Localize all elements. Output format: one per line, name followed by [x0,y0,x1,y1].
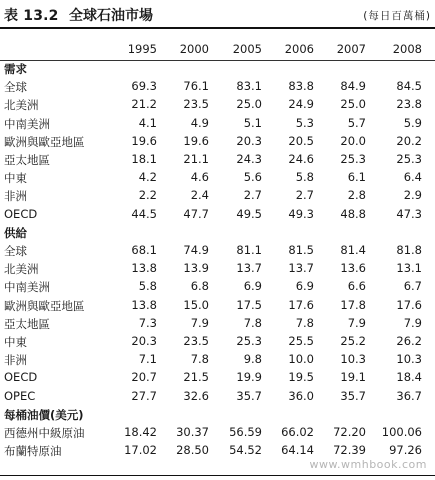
table-cell: 4.9 [190,115,209,130]
table-cell: 5.1 [243,115,262,130]
table-cell: 54.52 [229,443,262,458]
table-cell: 7.8 [243,315,262,330]
table-cell: 23.5 [183,97,209,112]
table-cell: 7.9 [190,315,209,330]
table-cell: 2.7 [295,188,314,203]
table-cell: 72.20 [333,425,366,439]
table-cell: 47.7 [183,206,209,221]
table-cell: 17.6 [288,297,314,312]
section-heading-row [0,407,435,425]
table-cell: 83.1 [236,79,262,94]
table-row [0,298,435,316]
section-title: 供給 [4,225,27,240]
table-cell: 97.26 [389,443,422,458]
table-cell: 13.7 [288,261,314,276]
table-cell: 4.1 [138,115,157,130]
table-cell: 17.8 [340,297,366,312]
row-label: OECD [4,370,38,385]
table-cell: 6.7 [403,279,422,294]
table-cell: 32.6 [183,388,209,403]
row-label: 全球 [4,244,27,258]
table-cell: 24.9 [288,97,314,112]
table-cell: 19.6 [183,133,209,148]
year-header-3: 2006 [284,42,314,56]
table-cell: 13.8 [131,261,157,276]
table-cell: 84.9 [340,79,366,94]
row-label: 北美洲 [4,98,39,113]
row-label: 全球 [4,80,27,95]
table-cell: 25.3 [236,334,262,348]
section-title: 需求 [4,62,27,76]
table-cell: 21.5 [183,370,209,385]
table-cell: 81.5 [288,243,314,257]
table-cell: 26.2 [396,334,422,348]
table-row [0,134,435,152]
table-cell: 6.8 [190,279,209,294]
table-cell: 7.8 [190,352,209,367]
table-cell: 49.5 [236,206,262,221]
table-cell: 10.3 [396,352,422,367]
table-cell: 5.7 [347,115,366,130]
table-number: 表 13.2 [4,8,59,24]
table-cell: 4.6 [190,170,209,185]
row-label: 亞太地區 [4,153,50,167]
table-cell: 25.5 [288,334,314,348]
year-header-4: 2007 [336,42,366,56]
table-cell: 25.0 [340,97,366,112]
watermark-text: www.wmhbook.com [309,458,427,471]
table-cell: 20.3 [131,334,157,348]
table-row [0,352,435,370]
table-cell: 2.9 [403,188,422,203]
table-cell: 56.59 [229,425,262,439]
table-row [0,188,435,206]
year-header-row [0,42,435,58]
table-cell: 6.4 [403,170,422,185]
row-label: 中東 [4,335,27,349]
table-row [0,116,435,134]
table-cell: 44.5 [131,206,157,221]
table-cell: 20.5 [288,133,314,148]
table-cell: 5.3 [295,115,314,130]
table-cell: 21.1 [183,152,209,166]
table-cell: 13.6 [340,261,366,276]
table-row [0,152,435,170]
section-heading-row [0,225,435,243]
table-cell: 20.2 [396,133,422,148]
table-row [0,243,435,261]
table-cell: 19.9 [236,370,262,385]
row-label: 亞太地區 [4,316,50,331]
year-header-1: 2000 [179,42,209,56]
table-cell: 5.6 [243,170,262,185]
table-row [0,370,435,388]
table-row [0,207,435,225]
table-cell: 25.3 [396,152,422,166]
table-cell: 17.02 [124,443,157,458]
table-cell: 5.9 [403,115,422,130]
table-cell: 7.1 [138,352,157,367]
table-cell: 64.14 [281,443,314,458]
table-row [0,334,435,352]
table-cell: 25.2 [340,334,366,348]
table-cell: 10.0 [288,352,314,367]
row-label: 中南美洲 [4,116,50,131]
table-cell: 19.6 [131,133,157,148]
table-cell: 81.4 [340,243,366,257]
row-label: 中東 [4,171,27,186]
table-cell: 18.1 [131,152,157,166]
table-cell: 72.39 [333,443,366,458]
table-cell: 7.8 [295,315,314,330]
table-cell: 36.0 [288,388,314,403]
table-cell: 66.02 [281,425,314,439]
table-cell: 49.3 [288,206,314,221]
table-cell: 30.37 [176,425,209,439]
table-cell: 25.3 [340,152,366,166]
table-cell: 5.8 [138,279,157,294]
row-label: 非洲 [4,189,27,204]
row-label: OPEC [4,388,36,403]
year-header-0: 1995 [127,42,157,56]
table-cell: 47.3 [396,206,422,221]
table-cell: 4.2 [138,170,157,185]
table-cell: 24.6 [288,152,314,166]
table-cell: 2.4 [190,188,209,203]
row-label: 北美洲 [4,262,39,277]
table-cell: 25.0 [236,97,262,112]
table-header [0,0,435,29]
section-title: 每桶油價(美元) [4,407,84,422]
table-row [0,170,435,188]
table-cell: 7.3 [138,315,157,330]
table-cell: 7.9 [403,315,422,330]
year-header-2: 2005 [232,42,262,56]
table-row [0,316,435,334]
table-cell: 5.8 [295,170,314,185]
table-cell: 35.7 [236,388,262,403]
table-cell: 13.9 [183,261,209,276]
table-cell: 23.5 [183,334,209,348]
table-cell: 48.8 [340,206,366,221]
table-cell: 74.9 [183,243,209,257]
table-cell: 23.8 [396,97,422,112]
table-cell: 19.1 [340,370,366,385]
table-cell: 35.7 [340,388,366,403]
table-cell: 2.8 [347,188,366,203]
row-label: 非洲 [4,353,27,368]
table-cell: 15.0 [183,297,209,312]
table-title: 全球石油市場 [69,8,153,24]
table-cell: 6.6 [347,279,366,294]
table-cell: 17.5 [236,297,262,312]
table-cell: 84.5 [396,79,422,94]
table-cell: 13.8 [131,297,157,312]
table-row [0,261,435,279]
table-cell: 13.7 [236,261,262,276]
table-row [0,279,435,297]
table-cell: 81.1 [236,243,262,257]
section-heading-row [0,61,435,79]
table-cell: 20.7 [131,370,157,385]
table-cell: 68.1 [131,243,157,257]
row-label: 中南美洲 [4,280,50,295]
table-cell: 81.8 [396,243,422,257]
row-label: 布蘭特原油 [4,444,62,459]
table-cell: 27.7 [131,388,157,403]
table-cell: 20.3 [236,133,262,148]
table-cell: 28.50 [176,443,209,458]
table-row [0,97,435,115]
table-cell: 36.7 [396,388,422,403]
table-cell: 24.3 [236,152,262,166]
table-cell: 6.9 [295,279,314,294]
table-cell: 76.1 [183,79,209,94]
row-label: 歐洲與歐亞地區 [4,134,85,149]
row-label: 西德州中級原油 [4,426,85,440]
table-row [0,389,435,407]
table-cell: 10.3 [340,352,366,367]
table-cell: 20.0 [340,133,366,148]
table-cell: 17.6 [396,297,422,312]
table-cell: 2.7 [243,188,262,203]
table-cell: 19.5 [288,370,314,385]
table-cell: 18.42 [124,425,157,439]
table-cell: 18.4 [396,370,422,385]
table-cell: 100.06 [381,425,422,439]
unit-label: (每日百萬桶) [363,10,431,22]
table-cell: 6.1 [347,170,366,185]
table-cell: 2.2 [138,188,157,203]
table-cell: 9.8 [243,352,262,367]
table-cell: 7.9 [347,315,366,330]
table-row [0,79,435,97]
table-cell: 69.3 [131,79,157,94]
table-cell: 13.1 [396,261,422,276]
year-header-5: 2008 [392,42,422,56]
bottom-rule [0,475,435,476]
table-cell: 83.8 [288,79,314,94]
row-label: 歐洲與歐亞地區 [4,298,85,313]
table-row [0,425,435,443]
table-cell: 6.9 [243,279,262,294]
table-cell: 21.2 [131,97,157,112]
row-label: OECD [4,206,38,221]
